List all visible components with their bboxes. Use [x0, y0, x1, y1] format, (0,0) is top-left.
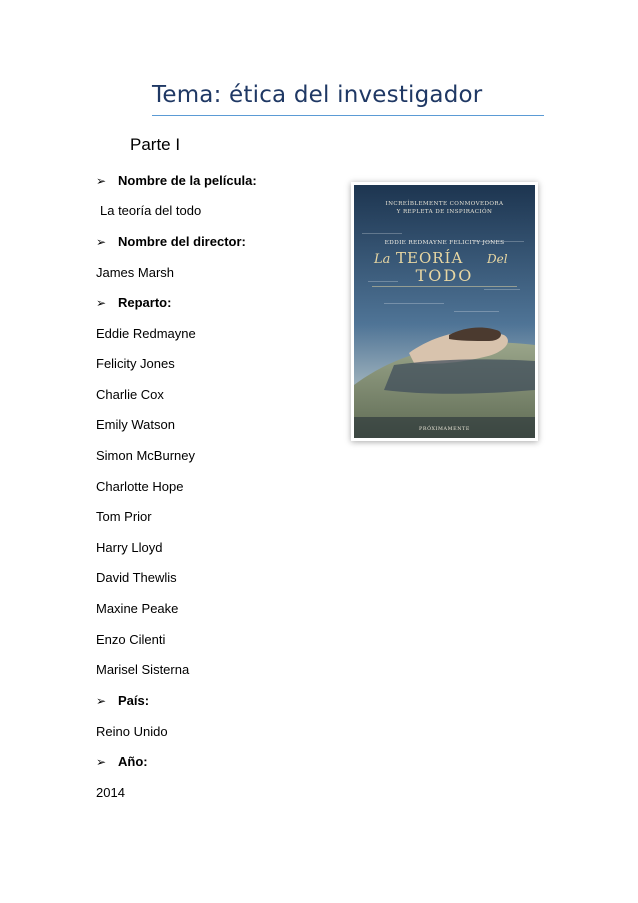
label-anio: Año: — [118, 754, 148, 769]
cast-member: David Thewlis — [96, 570, 177, 585]
section-subtitle: Parte I — [130, 135, 181, 154]
poster-title-teoria: TEORÍA — [396, 249, 464, 267]
movie-poster — [354, 185, 535, 438]
arrow-bullet-icon: ➢ — [96, 235, 107, 249]
cast-member: Enzo Cilenti — [96, 632, 166, 647]
label-nombre-pelicula: Nombre de la película: — [118, 173, 257, 188]
cast-member: Simon McBurney — [96, 448, 195, 463]
arrow-bullet-icon: ➢ — [96, 755, 107, 769]
poster-title-del: Del — [487, 252, 508, 266]
poster-title-todo: TODO — [415, 266, 474, 285]
label-nombre-director: Nombre del director: — [118, 234, 246, 249]
page-title: Tema: ética del investigador — [152, 82, 483, 108]
bullet-nombre-pelicula — [96, 173, 257, 188]
arrow-bullet-icon: ➢ — [96, 174, 107, 188]
cast-member: Charlotte Hope — [96, 479, 184, 494]
poster-tagline-1: INCREÍBLEMENTE CONMOVEDORA — [385, 201, 504, 207]
bullet-nombre-director — [96, 234, 246, 249]
label-reparto: Reparto: — [118, 295, 172, 310]
cast-member: Harry Lloyd — [96, 540, 163, 555]
poster-actors: EDDIE REDMAYNE FELICITY JONES — [384, 240, 505, 246]
value-nombre-director: James Marsh — [96, 265, 175, 280]
arrow-bullet-icon: ➢ — [96, 296, 107, 310]
movie-poster-image — [354, 185, 535, 438]
poster-title-rule — [372, 286, 517, 287]
poster-title-la: La — [374, 252, 391, 267]
value-pais: Reino Unido — [96, 724, 168, 739]
label-pais: País: — [118, 693, 150, 708]
arrow-bullet-icon: ➢ — [96, 694, 107, 708]
cast-member: Marisel Sisterna — [96, 662, 190, 677]
bullet-anio — [96, 754, 148, 769]
bullet-pais — [96, 693, 149, 708]
poster-footer: PRÓXIMAMENTE — [419, 427, 470, 432]
cast-member: Felicity Jones — [96, 356, 175, 371]
poster-clothes — [384, 359, 535, 393]
cast-member: Tom Prior — [96, 509, 152, 524]
value-nombre-pelicula: La teoría del todo — [100, 203, 202, 218]
cast-member: Eddie Redmayne — [96, 326, 196, 341]
poster-tagline-2: Y REPLETA DE INSPIRACIÓN — [396, 209, 493, 215]
value-anio: 2014 — [96, 785, 125, 800]
cast-member: Emily Watson — [96, 417, 175, 432]
bullet-reparto — [96, 295, 171, 310]
title-underline — [152, 115, 544, 116]
cast-member: Charlie Cox — [96, 387, 164, 402]
cast-member: Maxine Peake — [96, 601, 179, 616]
